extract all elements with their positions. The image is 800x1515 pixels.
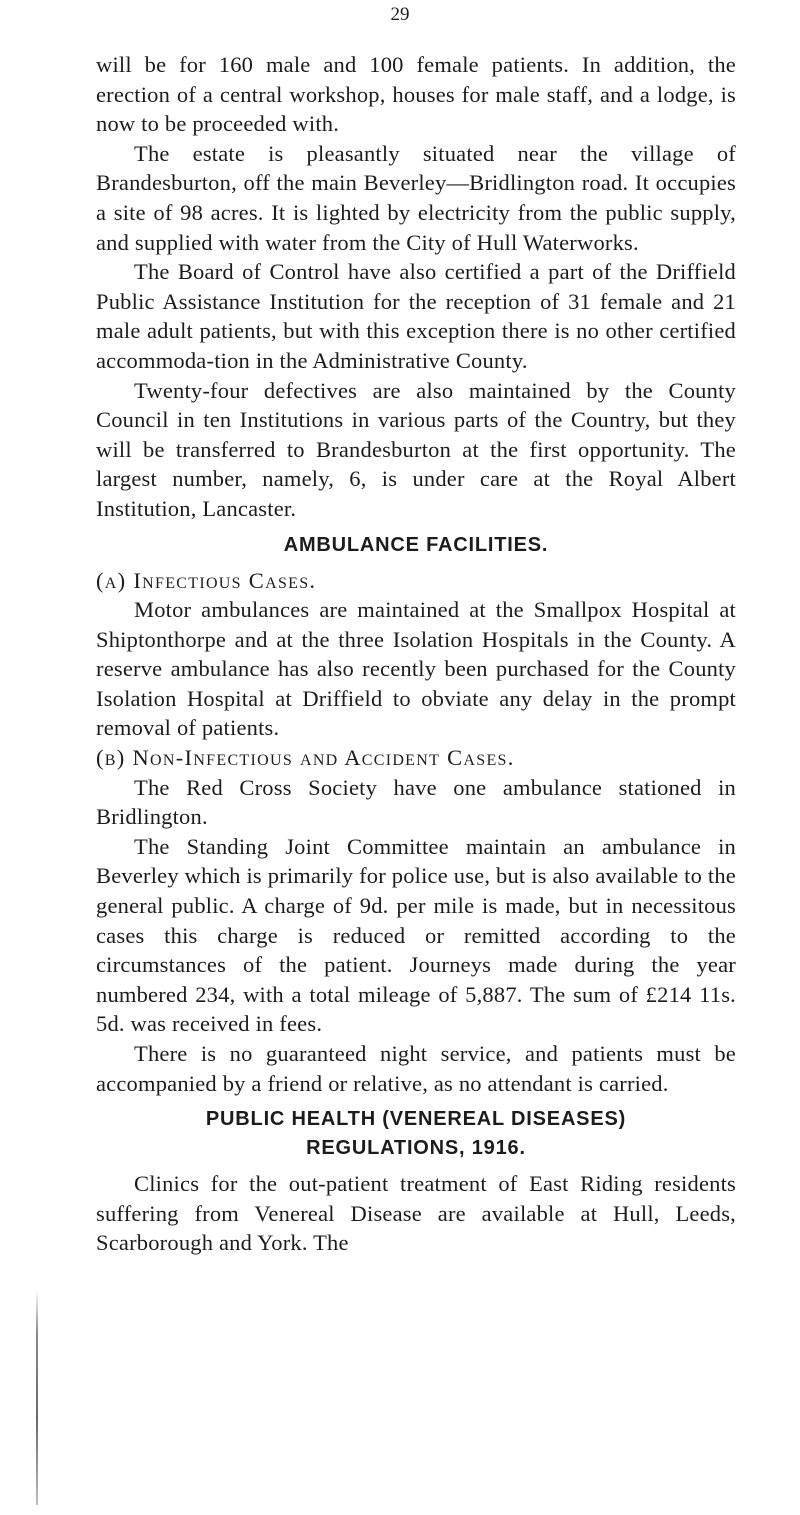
paragraph-red-cross: The Red Cross Society have one ambulance stationed in Bridlington. [96, 774, 736, 830]
paragraph-driffield: The Board of Control have also certified a part of the Driffield Public Assistance Institution for the reception of 31 female and 21 male adult patients, but with this exception there is no other certified accommoda-tion in the Administrative County. [96, 259, 736, 373]
subheading-non-infectious-cases: (b) Non-Infectious and Accident Cases. [96, 745, 515, 771]
page-number: 29 [390, 4, 410, 25]
subheading-infectious-cases: (a) Infectious Cases. [96, 567, 317, 593]
paragraph-standing-committee: The Standing Joint Committee maintain an ambulance in Beverley which is primarily for police use, but is also available to the general public. A charge of 9d. per mile is made, but in necessitous cases this charge is reduced or remitted according to the circumstances of the patient. Journeys made during the year numbered 234, with a total mileage of 5,887. The sum of £214 11s. 5d. was received in fees. [96, 833, 736, 1037]
paragraph-defectives: Twenty-four defectives are also maintained by the County Council in ten Institutions in various parts of the Country, but they will be transferred to Brandesburton at the first opportunity. The largest number, namely, 6, is under care at the Royal Albert Institution, Lancaster. [96, 377, 736, 521]
paragraph-night-service: There is no guaranteed night service, and patients must be accompanied by a friend or relative, as no attendant is carried. [96, 1041, 736, 1096]
body-text [96, 50, 736, 1258]
paragraph-infectious-ambulances: Motor ambulances are maintained at the Smallpox Hospital at Shiptonthorpe and at the three Isolation Hospitals in the County. A reserve ambulance has also recently been purchased for the County Isolation Hospital at Driffield to obviate any delay in the prompt removal of patients. [96, 597, 736, 741]
heading-venereal-line-1: PUBLIC HEALTH (VENEREAL DISEASES) [205, 1108, 627, 1131]
paragraph-estate: The estate is pleasantly situated near the village of Brandesburton, off the main Beverley—Bridlington road. It occupies a site of 98 acres. It is lighted by electricity from the public supply, and supplied with water from the City of Hull Waterworks. [96, 140, 736, 255]
paragraph-venereal-clinics: Clinics for the out-patient treatment of East Riding residents suffering from Venereal Disease are available at Hull, Leeds, Scarborough and York. The [96, 1171, 736, 1256]
heading-ambulance-facilities: AMBULANCE FACILITIES. [283, 533, 549, 556]
heading-venereal-diseases [96, 1105, 736, 1163]
paragraph-intro: will be for 160 male and 100 female patients. In addition, the erection of a central workshop, houses for male staff, and a lodge, is now to be proceeded with. [96, 52, 736, 137]
heading-venereal-line-2: REGULATIONS, 1916. [306, 1137, 526, 1160]
scan-shadow-edge [36, 1290, 38, 1505]
